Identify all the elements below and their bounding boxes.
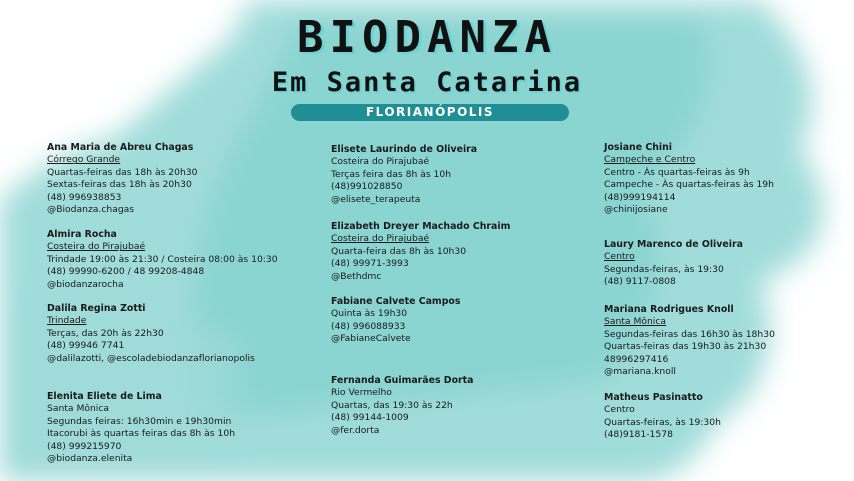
facilitator-location: Rio Vermelho [331,387,392,399]
facilitator-name: Elizabeth Dreyer Machado Chraim [331,221,511,232]
facilitator-detail: Quartas-feiras, às 19:30h [604,416,721,428]
facilitator-detail: @Bethdmc [331,270,382,282]
facilitator-location: Santa Mônica [604,316,667,328]
facilitator-detail: (48) 99946 7741 [47,340,125,352]
facilitator-name: Almira Rocha [47,229,117,240]
facilitator-location: Centro [604,404,635,416]
facilitator-detail: (48) 996938853 [47,191,122,203]
facilitator-detail: Trindade 19:00 às 21:30 / Costeira 08:00 às 10:30 [47,253,278,265]
facilitator-entry [604,304,775,378]
facilitator-detail: Terças feira das 8h às 10h [331,168,452,180]
header [0,14,854,100]
facilitator-detail: Centro - Às quartas-feiras às 9h [604,166,750,178]
facilitator-detail: @FabianeCalvete [331,333,411,345]
facilitator-detail: Campeche - Às quartas-feiras às 19h [604,179,774,191]
facilitator-detail: Quartas-feiras das 19h30 às 21h30 [604,341,767,353]
facilitator-name: Matheus Pasinatto [604,392,703,403]
facilitator-location: Córrego Grande [47,154,121,166]
facilitator-detail: (48) 99144-1009 [331,412,409,424]
facilitator-detail: (48)999194114 [604,191,676,203]
facilitator-detail: Quartas, das 19:30 às 22h [331,399,453,411]
facilitator-detail: (48)9181-1578 [604,429,673,441]
facilitator-detail: (48) 9117-0808 [604,276,676,288]
facilitator-detail: @biodanza.elenita [47,453,133,465]
facilitator-location: Costeira do Pirajubaé [47,241,146,253]
facilitator-detail: Quarta-feira das 8h às 10h30 [331,245,467,257]
facilitator-name: Ana Maria de Abreu Chagas [47,142,194,153]
facilitator-detail: (48) 99990-6200 / 48 99208-4848 [47,266,205,278]
facilitator-entry [47,391,235,465]
facilitator-entry [47,229,278,291]
facilitator-detail: Segundas feiras: 16h30min e 19h30min [47,415,232,427]
facilitator-detail: @chinijosiane [604,204,668,216]
facilitator-entry [331,296,460,346]
facilitator-location: Santa Mônica [47,403,110,415]
facilitator-entry [604,239,743,289]
facilitator-detail: (48) 999215970 [47,440,122,452]
facilitator-detail: Quinta às 19h30 [331,308,408,320]
facilitator-detail: Segundas-feiras, às 19:30 [604,263,724,275]
facilitator-detail: 48996297416 [604,353,669,365]
facilitator-location: Campeche e Centro [604,154,696,166]
facilitator-name: Dalila Regina Zotti [47,303,146,314]
facilitator-name: Fernanda Guimarães Dorta [331,375,474,386]
facilitator-name: Josiane Chini [604,142,673,153]
facilitator-detail: @mariana.knoll [604,366,676,378]
facilitator-name: Elenita Eliete de Lima [47,391,162,402]
facilitator-name: Laury Marenco de Oliveira [604,239,743,250]
facilitator-entry [604,392,721,442]
facilitator-entry [604,142,774,216]
facilitator-detail: @fer.dorta [331,424,380,436]
facilitator-detail: Segundas-feiras das 16h30 às 18h30 [604,328,775,340]
facilitator-detail: (48) 996088933 [331,320,406,332]
facilitator-name: Elisete Laurindo de Oliveira [331,144,478,155]
facilitator-detail: Quartas-feiras das 18h às 20h30 [47,166,198,178]
facilitator-detail: Itacorubi às quartas feiras das 8h às 10h [47,428,236,440]
facilitator-detail: (48) 99971-3993 [331,258,409,270]
facilitator-detail: Terças, das 20h às 22h30 [47,327,164,339]
city-badge: FLORIANÓPOLIS [291,104,569,121]
facilitator-entry [331,144,477,206]
facilitator-detail: @Biodanza.chagas [47,204,135,216]
facilitator-entry [47,142,198,216]
facilitator-detail: (48)991028850 [331,181,403,193]
facilitator-entry [331,375,473,437]
facilitator-detail: @elisete_terapeuta [331,193,421,205]
facilitator-location: Costeira do Pirajubaé [331,233,430,245]
page-subtitle: Em Santa Catarina [271,67,583,98]
facilitator-location: Trindade [47,315,87,327]
facilitator-entry [47,303,255,365]
facilitator-name: Mariana Rodrigues Knoll [604,304,734,315]
page-title: BIODANZA [297,12,557,63]
facilitator-location: Costeira do Pirajubaé [331,156,430,168]
facilitator-detail: @dalilazotti, @escoladebiodanzaflorianopolis [47,352,255,364]
facilitator-detail: @biodanzarocha [47,278,124,290]
facilitator-name: Fabiane Calvete Campos [331,296,461,307]
facilitator-entry [331,221,510,283]
facilitator-location: Centro [604,251,635,263]
facilitator-detail: Sextas-feiras das 18h às 20h30 [47,179,192,191]
